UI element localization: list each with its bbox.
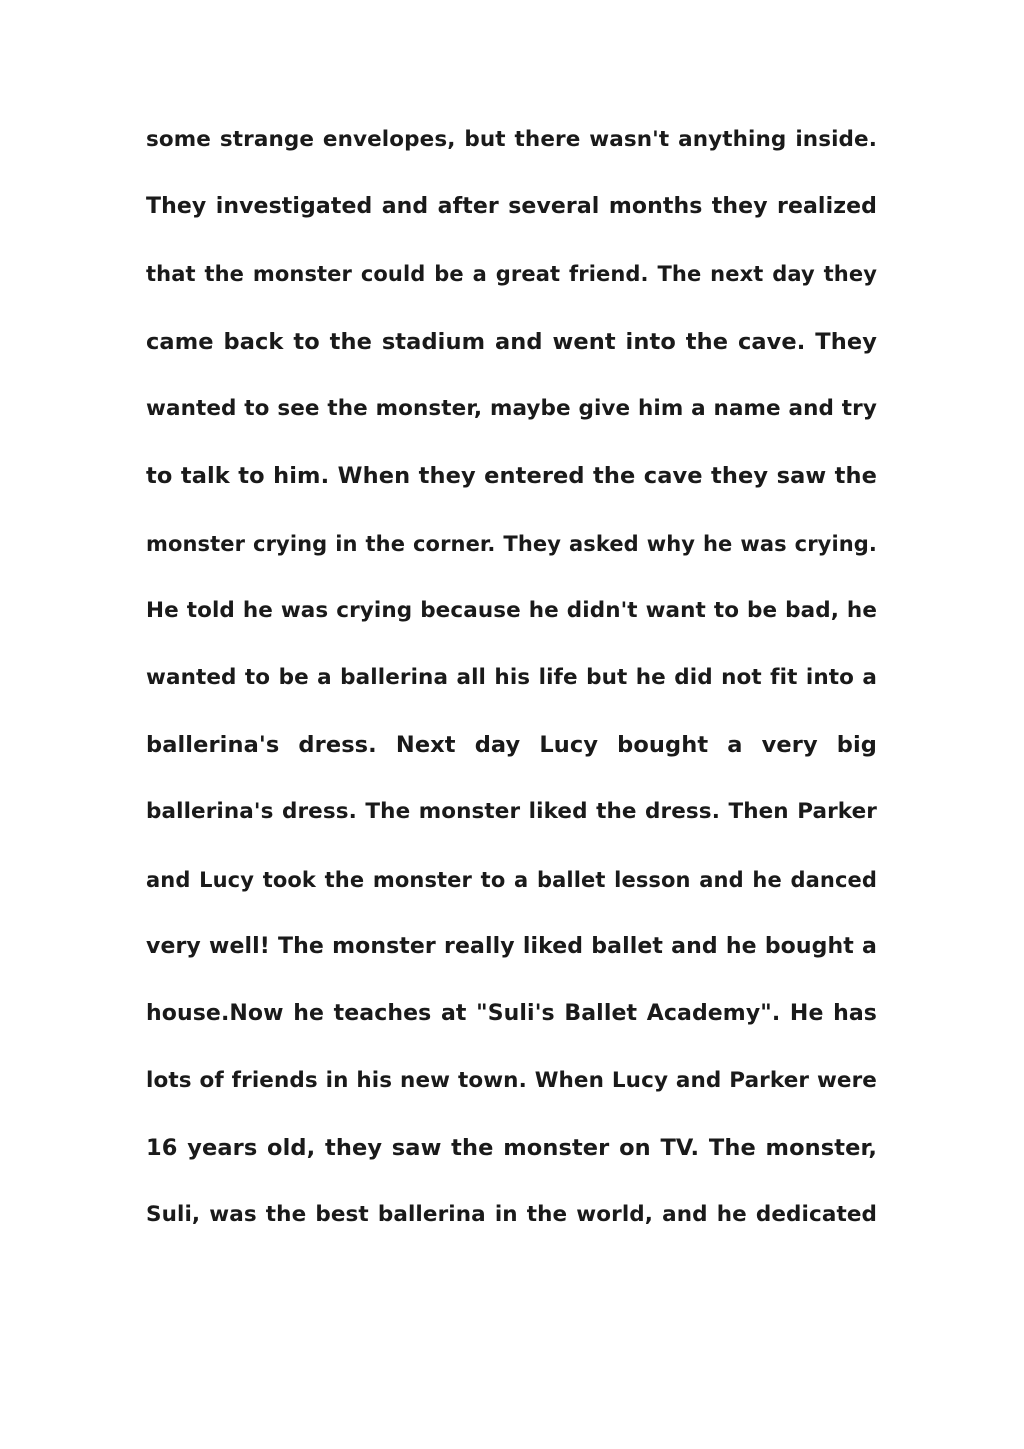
text-line: to talk to him. When they entered the cave they saw the [146,463,877,489]
text-line: ballerina's dress. The monster liked the dress. Then Parker [146,799,877,824]
text-line: wanted to be a ballerina all his life but he did not fit into a [146,665,877,690]
text-line: lots of friends in his new town. When Lucy and Parker were [146,1068,877,1093]
text-line: He told he was crying because he didn't want to be bad, he [146,598,877,623]
text-line: that the monster could be a great friend. The next day they [146,262,877,286]
text-line: came back to the stadium and went into the cave. They [146,329,877,355]
text-line: Suli, was the best ballerina in the world, and he dedicated [146,1202,877,1227]
text-line: very well! The monster really liked ballet and he bought a [146,934,877,959]
text-line: and Lucy took the monster to a ballet lesson and he danced [146,868,877,892]
text-line: ballerina's dress. Next day Lucy bought a very big [146,732,877,758]
text-line: house.Now he teaches at "Suli's Ballet Academy". He has [146,1001,877,1026]
text-line: wanted to see the monster, maybe give him a name and try [146,396,877,421]
text-line: They investigated and after several months they realized [146,194,877,219]
text-line: 16 years old, they saw the monster on TV. The monster, [146,1135,877,1161]
text-line: some strange envelopes, but there wasn't anything inside. [146,127,877,152]
text-line: monster crying in the corner. They asked why he was crying. [146,532,877,556]
